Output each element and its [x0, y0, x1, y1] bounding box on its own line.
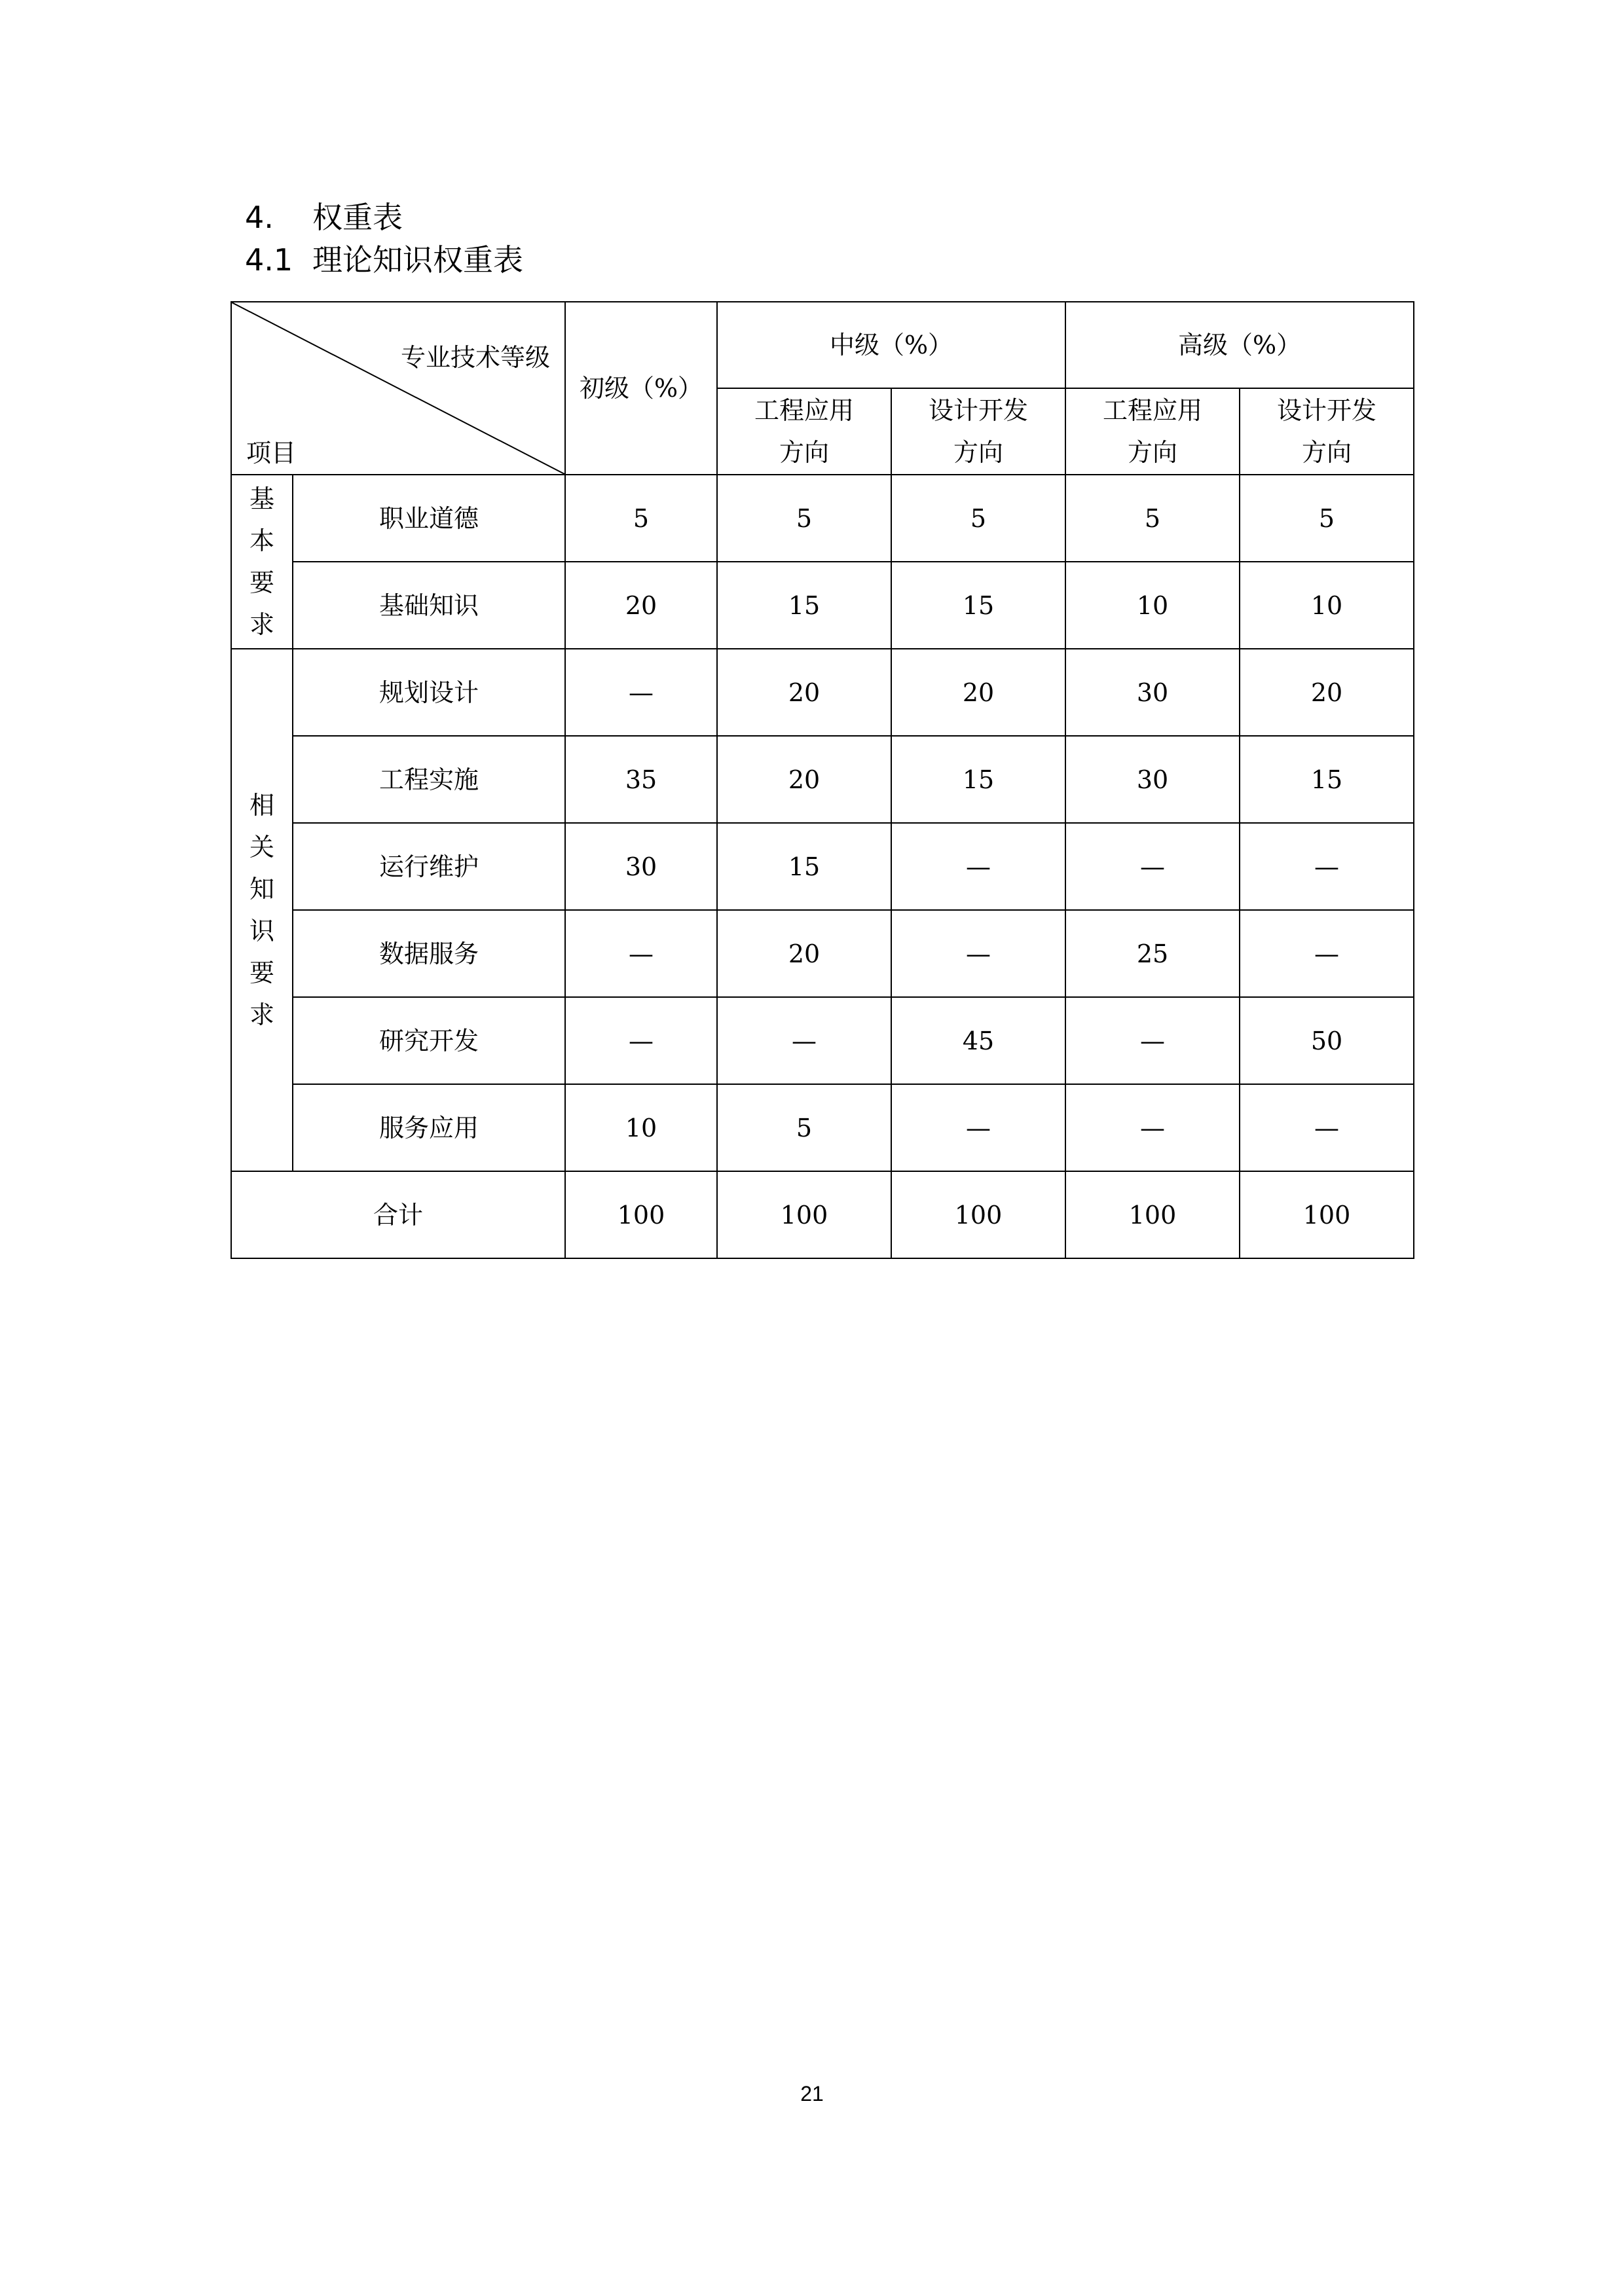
cell-value: 15	[891, 736, 1065, 823]
cell-value: —	[891, 1084, 1065, 1171]
group-basic-char: 基	[249, 484, 274, 513]
cell-value: 20	[1240, 649, 1414, 736]
col-mid-header: 中级（%）	[717, 302, 1065, 388]
cell-value: —	[717, 997, 891, 1084]
cell-value: 30	[1065, 736, 1240, 823]
table-row	[231, 649, 1414, 736]
cell-value: 5	[891, 475, 1065, 562]
total-label: 合计	[231, 1171, 565, 1258]
row-label: 服务应用	[293, 1084, 565, 1171]
senior-eng-line1: 工程应用	[1103, 396, 1203, 425]
mid-dev-line2: 方向	[953, 438, 1004, 467]
row-label: 工程实施	[293, 736, 565, 823]
total-value: 100	[1065, 1171, 1240, 1258]
weight-table	[231, 301, 1414, 1259]
section-number: 4.	[245, 200, 274, 235]
cell-value: —	[565, 649, 717, 736]
cell-value: 10	[565, 1084, 717, 1171]
group-basic-char: 要	[249, 568, 274, 597]
group-related-char: 相	[249, 791, 274, 820]
row-label: 运行维护	[293, 823, 565, 910]
senior-dev-line1: 设计开发	[1277, 396, 1377, 425]
page-number: 21	[800, 2082, 824, 2105]
group-basic-char: 本	[249, 526, 274, 555]
cell-value: 5	[717, 475, 891, 562]
section-heading	[245, 198, 403, 237]
senior-eng-line2: 方向	[1128, 438, 1178, 467]
cell-value: —	[891, 910, 1065, 997]
cell-value: 20	[891, 649, 1065, 736]
total-value: 100	[565, 1171, 717, 1258]
subsection-heading	[245, 240, 523, 280]
cell-value: 30	[565, 823, 717, 910]
senior-dev-line2: 方向	[1302, 438, 1352, 467]
mid-eng-header	[717, 388, 891, 475]
row-label: 研究开发	[293, 997, 565, 1084]
cell-value: 20	[717, 736, 891, 823]
table-row	[231, 823, 1414, 910]
cell-value: 20	[717, 649, 891, 736]
group-related-char: 识	[249, 917, 274, 945]
cell-value: 15	[1240, 736, 1414, 823]
cell-value: —	[1065, 823, 1240, 910]
cell-value: —	[1065, 997, 1240, 1084]
group-related-knowledge	[231, 649, 293, 1171]
corner-top-label: 专业技术等级	[400, 343, 550, 372]
table-row	[231, 562, 1414, 649]
total-value: 100	[717, 1171, 891, 1258]
col-senior-header: 高级（%）	[1065, 302, 1414, 388]
table-row	[231, 997, 1414, 1084]
cell-value: 20	[717, 910, 891, 997]
corner-bottom-label: 项目	[246, 439, 297, 467]
subsection-number: 4.1	[245, 242, 293, 278]
group-related-char: 要	[249, 958, 274, 987]
subsection-title: 理论知识权重表	[312, 242, 523, 278]
col-junior-header: 初级（%）	[565, 302, 717, 475]
mid-dev-line1: 设计开发	[929, 396, 1029, 425]
total-value: 100	[1240, 1171, 1414, 1258]
group-related-char: 知	[249, 875, 274, 903]
cell-value: 5	[1240, 475, 1414, 562]
cell-value: 5	[565, 475, 717, 562]
mid-eng-line2: 方向	[779, 438, 829, 467]
table-row	[231, 910, 1414, 997]
senior-eng-header	[1065, 388, 1240, 475]
table-row	[231, 475, 1414, 562]
row-label: 规划设计	[293, 649, 565, 736]
cell-value: 45	[891, 997, 1065, 1084]
total-row	[231, 1171, 1414, 1258]
cell-value: 10	[1240, 562, 1414, 649]
group-basic-char: 求	[249, 610, 274, 639]
mid-dev-header	[891, 388, 1065, 475]
cell-value: 15	[717, 562, 891, 649]
group-related-char: 求	[249, 1000, 274, 1029]
group-related-char: 关	[249, 833, 274, 862]
row-label: 职业道德	[293, 475, 565, 562]
senior-dev-header	[1240, 388, 1414, 475]
section-title: 权重表	[312, 200, 403, 235]
table-row	[231, 1084, 1414, 1171]
cell-value: —	[891, 823, 1065, 910]
cell-value: 5	[717, 1084, 891, 1171]
cell-value: —	[1240, 1084, 1414, 1171]
total-value: 100	[891, 1171, 1065, 1258]
cell-value: 15	[717, 823, 891, 910]
cell-value: 35	[565, 736, 717, 823]
cell-value: 5	[1065, 475, 1240, 562]
cell-value: 20	[565, 562, 717, 649]
cell-value: 10	[1065, 562, 1240, 649]
group-basic-requirements	[231, 475, 293, 649]
header-row	[231, 302, 1414, 388]
cell-value: —	[565, 997, 717, 1084]
table-row	[231, 736, 1414, 823]
cell-value: 25	[1065, 910, 1240, 997]
row-label: 基础知识	[293, 562, 565, 649]
cell-value: —	[1240, 823, 1414, 910]
row-label: 数据服务	[293, 910, 565, 997]
cell-value: 15	[891, 562, 1065, 649]
cell-value: —	[1240, 910, 1414, 997]
cell-value: —	[1065, 1084, 1240, 1171]
cell-value: 50	[1240, 997, 1414, 1084]
cell-value: —	[565, 910, 717, 997]
mid-eng-line1: 工程应用	[754, 396, 854, 425]
corner-header-cell	[231, 302, 565, 475]
cell-value: 30	[1065, 649, 1240, 736]
